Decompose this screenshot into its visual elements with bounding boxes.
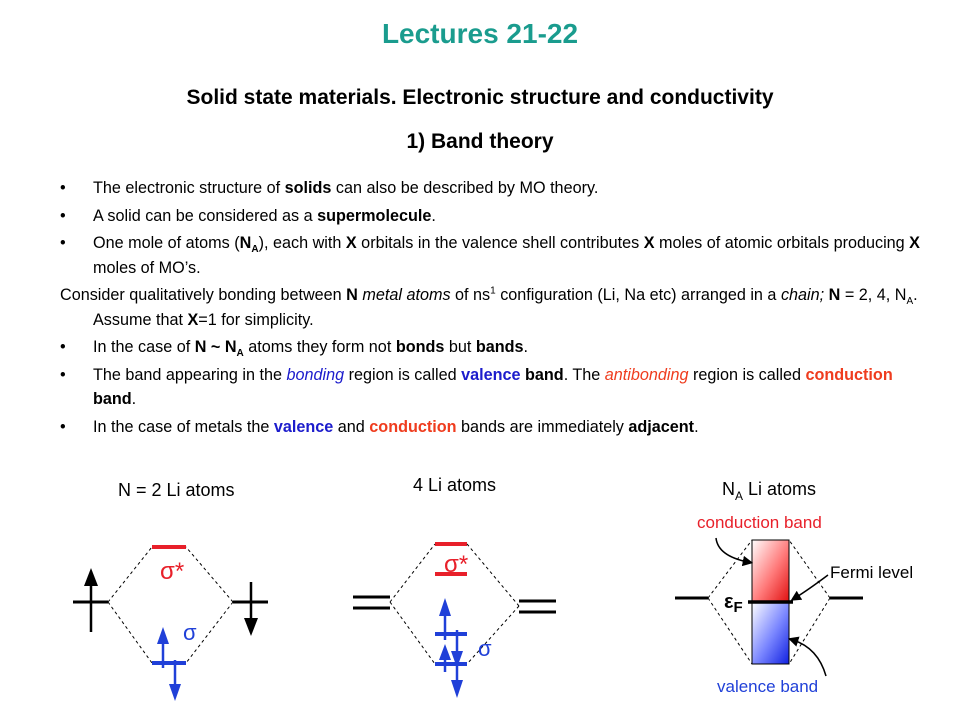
bullet-solids: • The electronic structure of solids can also be described by MO theory.	[60, 176, 930, 201]
fermi-level-pointer	[795, 575, 828, 598]
conduction-band-label: conduction band	[697, 513, 822, 532]
label-n2-li-atoms: N = 2 Li atoms	[118, 480, 235, 500]
bullet-metals-adjacent: • In the case of metals the valence and conduction bands are immediately adjacent.	[60, 415, 930, 440]
bullet-mole-of-atoms: • One mole of atoms $(N_A)$, each with X orbitals in the valence shell contributes X moles of atomic orbitals producing X moles of MO’s.	[60, 231, 930, 280]
bullet-mark: •	[60, 365, 66, 384]
bullet-mark: •	[60, 234, 66, 252]
sigma-label: σ	[478, 636, 492, 661]
sigma-star-label: σ*	[160, 558, 185, 585]
diagram-n4	[353, 544, 556, 698]
bullet-bands: • In the case of N ~ $N_A$ atoms they form not bonds but bands.	[60, 335, 930, 360]
section-heading: 1) Band theory	[406, 130, 554, 153]
sigma-label: σ	[183, 620, 197, 645]
bullet-mark: •	[60, 179, 66, 197]
bullet-mark: •	[60, 338, 66, 356]
slide-subtitle: Solid state materials. Electronic structure and conductivity	[186, 86, 774, 109]
bullet-mark: •	[60, 417, 66, 436]
spin-up-arrow-head	[439, 598, 451, 616]
spin-up-arrow-head	[157, 627, 169, 644]
fermi-energy-symbol: $\varepsilon_F$	[724, 591, 743, 616]
valence-band	[752, 602, 789, 664]
slide-body	[60, 176, 930, 442]
slide-title: Lectures 21-22	[381, 18, 579, 49]
bullet-valence-conduction: • The band appearing in the bonding region is called valence band. The antibonding region is called conduction band.	[60, 363, 930, 412]
conduction-band	[752, 540, 789, 602]
valence-band-pointer	[793, 640, 826, 676]
spin-up-arrow-head	[439, 644, 451, 660]
spin-up-arrow-head	[84, 568, 98, 586]
paragraph-consider-bonding: Consider qualitatively bonding between N metal atoms of $ns^1$ configuration (Li, Na etc) arranged in a chain; N = 2, 4, $N_A$. Assume that X=1 for simplicity.	[60, 285, 918, 329]
conduction-band-pointer	[716, 538, 748, 562]
diagram-na	[675, 513, 913, 696]
fermi-level-label: Fermi level	[830, 563, 914, 582]
spin-down-arrow-head	[451, 680, 463, 698]
spin-down-arrow-head	[169, 684, 181, 701]
label-na-li-atoms: $N_A$ Li atoms	[722, 479, 817, 503]
valence-band-label: valence band	[717, 677, 819, 696]
spin-down-arrow-head	[244, 618, 258, 636]
mo-band-diagram	[0, 460, 960, 720]
diagram-n2	[73, 547, 268, 701]
label-4-li-atoms: 4 Li atoms	[413, 475, 497, 495]
sigma-star-label: σ*	[444, 551, 469, 578]
bullet-mark: •	[60, 206, 66, 225]
bullet-supermolecule: • A solid can be considered as a supermolecule.	[60, 204, 930, 229]
